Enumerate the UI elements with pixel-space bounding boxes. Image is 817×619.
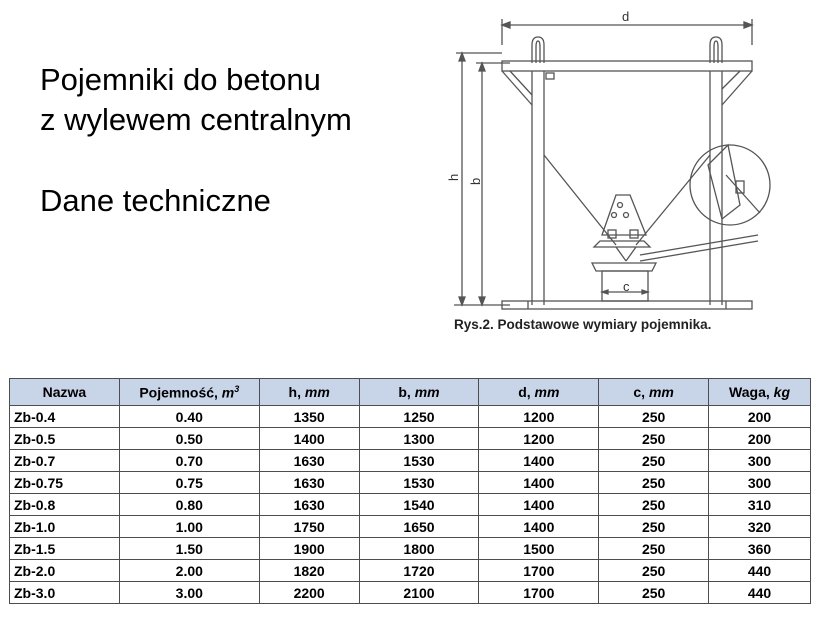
table-cell: 1350 (259, 406, 359, 428)
table-cell: 300 (709, 472, 811, 494)
table-cell: 1630 (259, 472, 359, 494)
table-cell: 1630 (259, 450, 359, 472)
table-cell: 250 (599, 428, 709, 450)
table-cell: Zb-0.5 (10, 428, 120, 450)
table-cell: 1300 (359, 428, 479, 450)
table-cell: 250 (599, 450, 709, 472)
table-cell: 1530 (359, 472, 479, 494)
column-header-label: b, (398, 384, 415, 400)
table-cell: 360 (709, 538, 811, 560)
table-row (10, 428, 811, 450)
table-cell: Zb-3.0 (10, 582, 120, 604)
table-cell: Zb-1.0 (10, 516, 120, 538)
table-header-row (10, 379, 811, 406)
table-cell: 1700 (479, 582, 599, 604)
column-header-label: h, (288, 384, 305, 400)
table-cell: Zb-0.75 (10, 472, 120, 494)
column-header (479, 379, 599, 406)
column-header (259, 379, 359, 406)
table-cell: 1530 (359, 450, 479, 472)
table-cell: 1.50 (119, 538, 259, 560)
table-cell: 1500 (479, 538, 599, 560)
table-cell: 0.80 (119, 494, 259, 516)
title-line-1: Pojemniki do betonu (40, 62, 321, 97)
table-row (10, 516, 811, 538)
table-cell: 1400 (479, 472, 599, 494)
column-header-label: Waga, (729, 384, 774, 400)
table-cell: 1750 (259, 516, 359, 538)
table-cell: 2.00 (119, 560, 259, 582)
table-row (10, 560, 811, 582)
table-cell: 0.50 (119, 428, 259, 450)
table-cell: 200 (709, 406, 811, 428)
table-cell: 1700 (479, 560, 599, 582)
table-cell: 1900 (259, 538, 359, 560)
column-header-unit: kg (773, 384, 790, 400)
column-header (119, 379, 259, 406)
table-cell: 2200 (259, 582, 359, 604)
table-cell: 250 (599, 582, 709, 604)
table-cell: 250 (599, 406, 709, 428)
table-cell: 1400 (479, 450, 599, 472)
table-cell: 200 (709, 428, 811, 450)
table-cell: 320 (709, 516, 811, 538)
table-cell: 1820 (259, 560, 359, 582)
table-cell: 440 (709, 582, 811, 604)
table-cell: 1250 (359, 406, 479, 428)
table-cell: 1400 (259, 428, 359, 450)
table-cell: 250 (599, 560, 709, 582)
page-title (40, 60, 352, 140)
column-header-label: d, (518, 384, 535, 400)
column-header (709, 379, 811, 406)
table-cell: Zb-0.4 (10, 406, 120, 428)
column-header-label: c, (633, 384, 649, 400)
column-header-label: Pojemność, (139, 384, 222, 401)
table-row (10, 450, 811, 472)
section-subtitle: Dane techniczne (40, 183, 271, 218)
column-header-unit: mm (304, 384, 330, 400)
column-header (599, 379, 709, 406)
table-cell: 0.75 (119, 472, 259, 494)
table-cell: 2100 (359, 582, 479, 604)
table-cell: 250 (599, 538, 709, 560)
table-cell: 1200 (479, 406, 599, 428)
table-cell: 1630 (259, 494, 359, 516)
table-row (10, 494, 811, 516)
title-line-2: z wylewem centralnym (40, 102, 352, 137)
table-cell: 1720 (359, 560, 479, 582)
table-cell: 1.00 (119, 516, 259, 538)
table-cell: 250 (599, 472, 709, 494)
table-cell: 440 (709, 560, 811, 582)
table-row (10, 582, 811, 604)
table-row (10, 538, 811, 560)
table-cell: 1400 (479, 516, 599, 538)
table-cell: Zb-0.7 (10, 450, 120, 472)
column-header-unit: mm (414, 384, 440, 400)
column-header-unit: mm (534, 384, 560, 400)
figure-caption: Rys.2. Podstawowe wymiary pojemnika. (454, 317, 712, 332)
table-cell: Zb-1.5 (10, 538, 120, 560)
table-cell: 1650 (359, 516, 479, 538)
table-cell: 1540 (359, 494, 479, 516)
table-cell: Zb-2.0 (10, 560, 120, 582)
column-header-label: Nazwa (42, 384, 87, 400)
dim-label-c: c (623, 279, 630, 294)
table-cell: 1400 (479, 494, 599, 516)
column-header (10, 379, 120, 406)
table-cell: 1800 (359, 538, 479, 560)
table-cell: 0.40 (119, 406, 259, 428)
column-header (359, 379, 479, 406)
table-cell: 0.70 (119, 450, 259, 472)
table-cell: 3.00 (119, 582, 259, 604)
table-cell: 250 (599, 494, 709, 516)
table-cell: 250 (599, 516, 709, 538)
table-row (10, 406, 811, 428)
column-header-unit: m (221, 384, 235, 401)
technical-data-table (9, 378, 811, 604)
table-cell: 300 (709, 450, 811, 472)
dim-label-h: h (446, 173, 461, 181)
dim-label-b: b (468, 177, 483, 185)
column-header-unit: mm (648, 384, 674, 400)
table-cell: 1200 (479, 428, 599, 450)
column-header-superscript: 3 (234, 383, 240, 394)
table-cell: 310 (709, 494, 811, 516)
technical-drawing (440, 5, 780, 317)
dim-label-d: d (622, 9, 630, 24)
table-row (10, 472, 811, 494)
table-cell: Zb-0.8 (10, 494, 120, 516)
